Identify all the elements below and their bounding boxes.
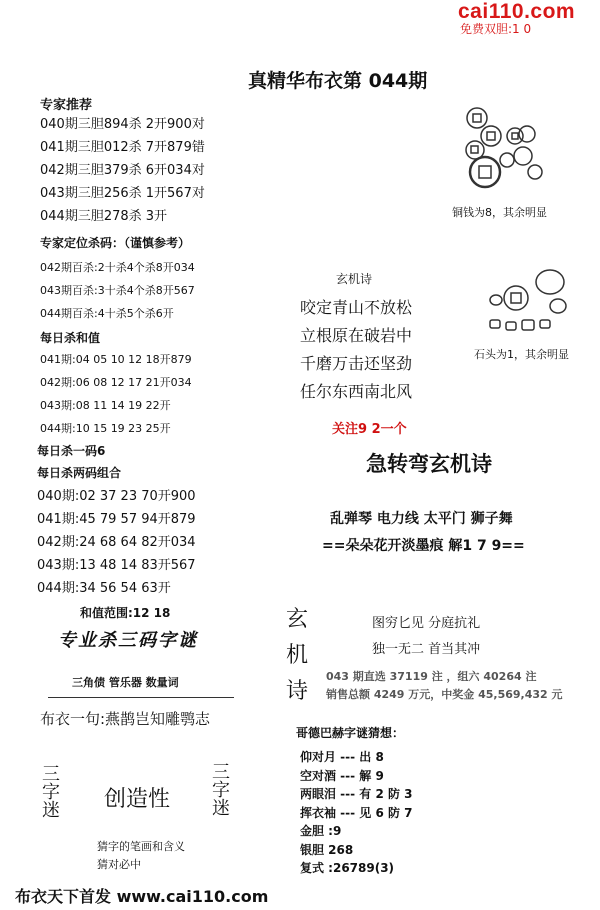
creation-word: 创造性 [104, 787, 171, 812]
position-line: 043期百杀:3十杀4个杀8开567 [40, 284, 195, 297]
goldbach-line: 挥衣袖 --- 见 6 防 7 [300, 805, 413, 820]
char: 玄 [286, 607, 309, 632]
buyi-line: 布衣一句:燕鹊岂知雕鹗志 [40, 710, 211, 728]
expert-line: 041期三胆012杀 7开879错 [40, 140, 205, 155]
position-heading: 专家定位杀码：（谨慎参考） [40, 236, 191, 250]
xuanji-line-2: 独一无二 首当其冲 [372, 642, 481, 657]
kill-two-line: 044期:34 56 54 63开 [37, 581, 171, 596]
expert-line: 042期三胆379杀 6开034对 [40, 163, 205, 178]
sales-info: 销售总额 4249 万元，中奖金 45,569,432 元 [326, 688, 563, 701]
sum-heading: 每日杀和值 [40, 331, 101, 345]
char: 机 [286, 643, 309, 668]
riddle-poem-title: 急转弯玄机诗 [366, 452, 492, 476]
goldbach-line: 银胆 268 [300, 842, 354, 857]
goldbach-line: 仰对月 --- 出 8 [300, 750, 384, 764]
xuanji-line-1: 图穷匕见 分庭抗礼 [372, 616, 481, 631]
footer-text[interactable]: 布衣天下首发 www.cai110.com [15, 887, 269, 906]
position-line: 042期百杀:2十杀4个杀8开034 [40, 261, 195, 274]
expert-list [40, 113, 205, 228]
phrase-line-2: ==朵朵花开淡墨痕 解1 7 9== [322, 538, 525, 554]
phrase-line-1: 乱弹琴 电力线 太平门 狮子舞 [330, 511, 513, 527]
page-title: 真精华布衣第 044期 [248, 70, 428, 92]
poem-line: 咬定青山不放松 [300, 298, 413, 317]
position-line: 044期百杀:4十杀5个杀6开 [40, 307, 174, 320]
goldbach-title: 哥德巴赫字谜猜想： [296, 726, 405, 740]
expert-line: 044期三胆278杀 3开 [40, 209, 168, 224]
sum-line: 044期:10 15 19 23 25开 [40, 422, 171, 435]
char: 字 [212, 780, 230, 801]
goldbach-line: 空对酒 --- 解 9 [300, 768, 384, 783]
divider [48, 697, 234, 698]
sum-list [40, 348, 192, 440]
goldbach-line: 金胆 :9 [300, 824, 342, 838]
kill-two-heading: 每日杀两码组合 [37, 466, 122, 480]
riddle-subtitle: 三角债 管乐器 数量词 [72, 676, 179, 689]
char: 字 [42, 782, 60, 803]
draw-info: 043 期直选 37119 注 ，组六 40264 注 [326, 670, 537, 683]
free-double-text: 免费双胆:1 0 [460, 22, 532, 36]
expert-line: 043期三胆256杀 1开567对 [40, 186, 205, 201]
expert-line: 040期三胆894杀 2开900对 [40, 117, 205, 132]
kill-two-line: 040期:02 37 23 70开900 [37, 489, 196, 504]
stones-illustration [480, 256, 580, 341]
poem [300, 294, 412, 406]
position-list [40, 256, 195, 325]
kill-one: 每日杀一码6 [37, 444, 106, 458]
kill-two-line: 041期:45 79 57 94开879 [37, 512, 196, 527]
coins-illustration [455, 100, 570, 195]
goldbach-line: 复式 :26789(3) [300, 861, 395, 875]
riddle-title: 专业杀三码字谜 [58, 630, 198, 651]
sum-line: 043期:08 11 14 19 22开 [40, 399, 171, 412]
kill-two-line: 042期:24 68 64 82开034 [37, 535, 196, 550]
poem-line: 立根原在破岩中 [300, 326, 413, 345]
char: 迷 [42, 800, 60, 821]
coin-caption: 铜钱为8，其余明显 [452, 206, 547, 219]
hint-line-1: 猜字的笔画和含义 [97, 840, 185, 853]
sum-line: 041期:04 05 10 12 18开879 [40, 353, 192, 366]
char: 迷 [212, 798, 230, 819]
hint-line-2: 猜对必中 [97, 858, 141, 871]
kill-two-list [37, 485, 196, 600]
three-char-right [210, 764, 232, 818]
goldbach-list [300, 748, 413, 878]
char: 三 [42, 764, 60, 785]
site-logo[interactable]: cai110.com [458, 0, 576, 23]
char: 诗 [286, 679, 309, 704]
poem-line: 任尔东西南北风 [300, 382, 413, 401]
focus-text: 关注9 2一个 [332, 422, 407, 437]
char: 三 [212, 762, 230, 783]
sum-range: 和值范围:12 18 [80, 606, 171, 620]
poem-title: 玄机诗 [336, 272, 373, 286]
three-char-left [40, 766, 62, 820]
xuanji-vertical [286, 602, 308, 710]
stone-caption: 石头为1，其余明显 [474, 348, 569, 361]
poem-line: 千磨万击还坚劲 [300, 354, 413, 373]
goldbach-line: 两眼泪 --- 有 2 防 3 [300, 787, 413, 801]
kill-two-line: 043期:13 48 14 83开567 [37, 558, 196, 573]
sum-line: 042期:06 08 12 17 21开034 [40, 376, 192, 389]
expert-heading: 专家推荐 [40, 98, 93, 113]
